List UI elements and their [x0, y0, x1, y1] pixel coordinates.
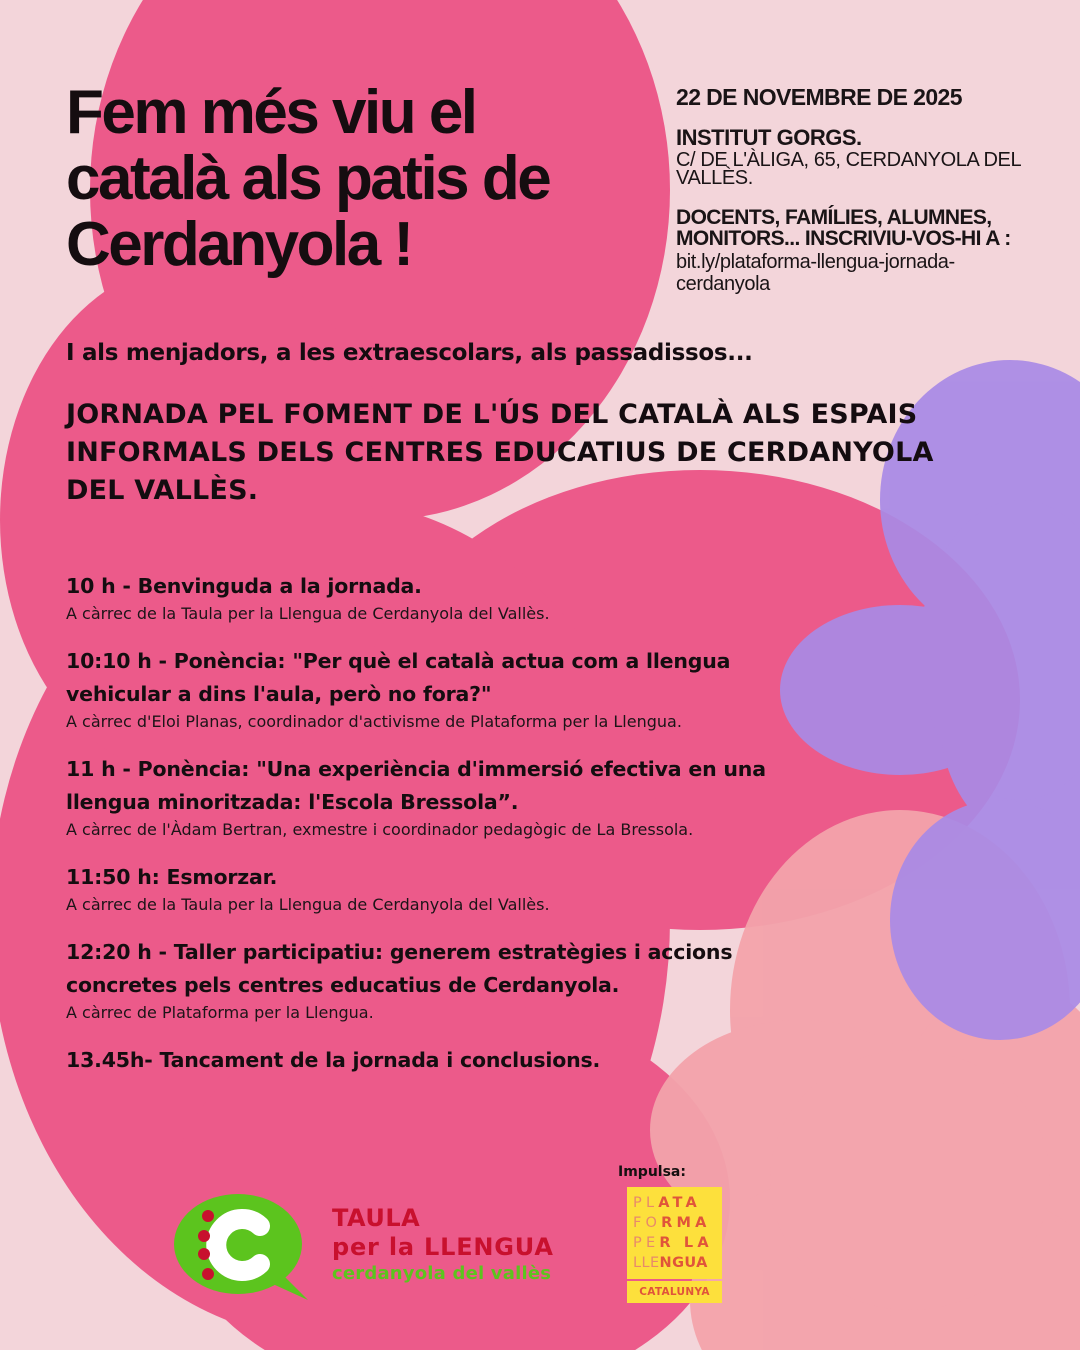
event-address: C/ DE L'ÀLIGA, 65, CERDANYOLA DEL VALLÈS. — [676, 149, 1021, 189]
speech-bubble-c-icon — [172, 1192, 312, 1304]
plataforma-logo-rows — [633, 1193, 713, 1273]
schedule-item-title: 10:10 h - Ponència: "Per què el català actua com a llengua vehicular a dins l'aula, però no fora?" — [66, 649, 731, 706]
event-info — [676, 84, 1066, 295]
schedule-item-subtitle: A càrrec de l'Àdam Bertran, exmestre i coordinador pedagògic de La Bressola. — [66, 820, 694, 839]
schedule-item — [66, 753, 826, 841]
schedule-item — [66, 570, 826, 625]
event-venue: INSTITUT GORGS. — [676, 125, 862, 150]
schedule-item — [66, 1044, 826, 1077]
title-line: Fem més viu el — [66, 78, 476, 147]
schedule-item-title: 11 h - Ponència: "Una experiència d'immersió efectiva en una llengua minoritzada: l'Escola Bressola”. — [66, 757, 766, 814]
plataforma-row: LLENGUA — [633, 1255, 708, 1271]
event-audience: DOCENTS, FAMÍLIES, ALUMNES, MONITORS... INSCRIVIU-VOS-HI A : — [676, 206, 1011, 250]
taula-logo-line1: TAULA — [332, 1204, 421, 1232]
taula-logo-line2: per la LLENGUA — [332, 1233, 554, 1261]
schedule-item-subtitle: A càrrec d'Eloi Planas, coordinador d'activisme de Plataforma per la Llengua. — [66, 712, 682, 731]
schedule-item-title: 10 h - Benvinguda a la jornada. — [66, 574, 422, 598]
poster-title — [66, 80, 666, 278]
taula-per-la-llengua-logo — [172, 1192, 592, 1304]
schedule-item — [66, 645, 826, 733]
taula-logo-text — [332, 1204, 554, 1286]
poster-subtitle: I als menjadors, a les extraescolars, als passadissos... — [66, 340, 753, 366]
plataforma-row: PER LA — [633, 1235, 713, 1251]
schedule-item-subtitle: A càrrec de Plataforma per la Llengua. — [66, 1003, 374, 1022]
title-line: català als patis de — [66, 144, 550, 213]
schedule-item — [66, 861, 826, 916]
schedule-item-title: 12:20 h - Taller participatiu: generem estratègies i accions concretes pels centres educatius de Cerdanyola. — [66, 940, 733, 997]
event-date: 22 DE NOVEMBRE DE 2025 — [676, 84, 962, 110]
schedule-item-subtitle: A càrrec de la Taula per la Llengua de Cerdanyola del Vallès. — [66, 895, 550, 914]
plataforma-per-la-llengua-logo — [627, 1187, 722, 1303]
plataforma-logo-box — [627, 1187, 722, 1279]
schedule-item — [66, 936, 826, 1024]
schedule-item-title: 11:50 h: Esmorzar. — [66, 865, 278, 889]
plataforma-region: CATALUNYA — [627, 1281, 722, 1303]
plataforma-row: FORMA — [633, 1215, 711, 1231]
schedule-list — [66, 570, 826, 1097]
schedule-item-subtitle: A càrrec de la Taula per la Llengua de Cerdanyola del Vallès. — [66, 604, 550, 623]
registration-link[interactable]: bit.ly/plataforma-llengua-jornada-cerdanyola — [676, 251, 955, 295]
plataforma-row: PLATA — [633, 1195, 701, 1211]
title-line: Cerdanyola ! — [66, 210, 412, 279]
poster-headline: JORNADA PEL FOMENT DE L'ÚS DEL CATALÀ ALS ESPAIS INFORMALS DELS CENTRES EDUCATIUS DE CERDANYOLA DEL VALLÈS. — [66, 399, 934, 506]
schedule-item-title: 13.45h- Tancament de la jornada i conclusions. — [66, 1048, 601, 1072]
impulsa-label: Impulsa: — [618, 1164, 686, 1180]
taula-logo-line3: cerdanyola del vallès — [332, 1263, 552, 1284]
